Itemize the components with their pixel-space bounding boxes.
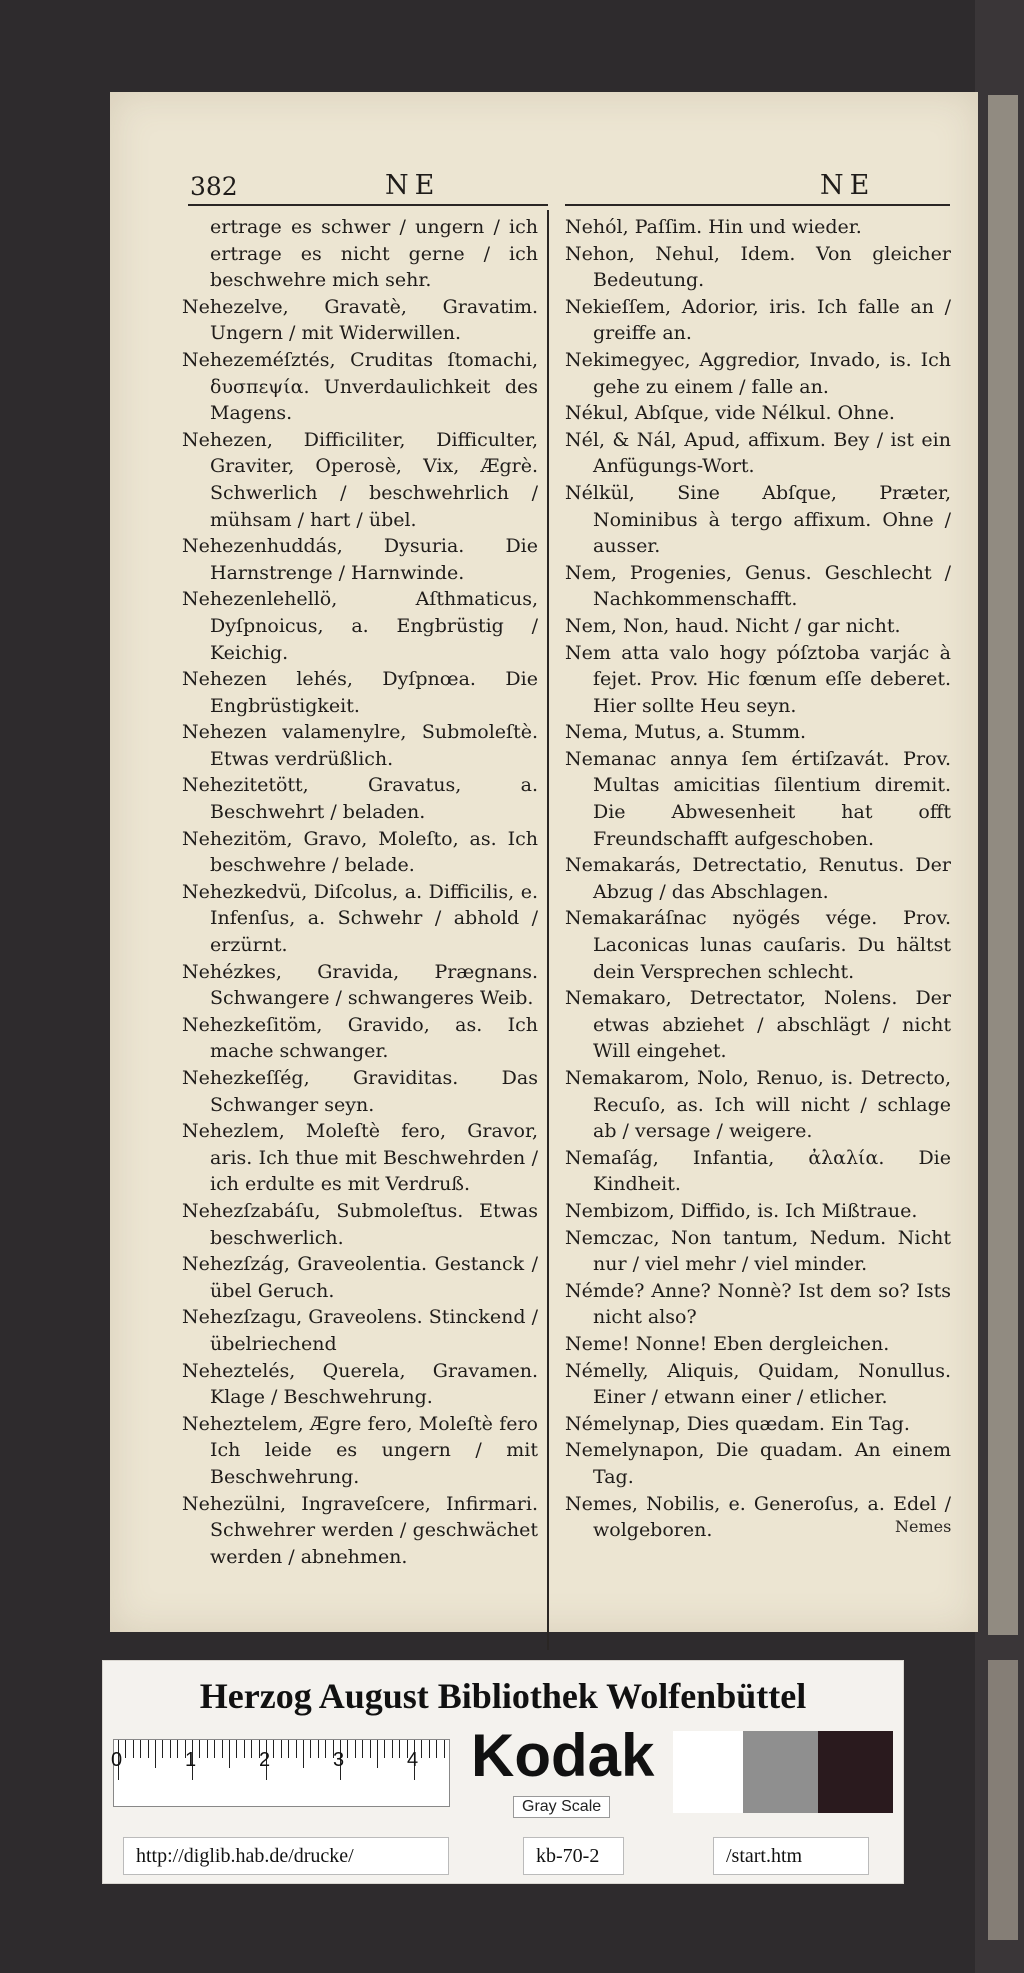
scale-tick — [251, 1740, 252, 1758]
gray-patch-mid — [743, 1731, 818, 1813]
scale-tick — [273, 1740, 274, 1758]
dictionary-entry: Nem atta valo hogy póſztoba varjác à fejet. Prov. Hic fœnum eſſe deberet. Hier sollte Heu seyn. — [565, 641, 951, 717]
dictionary-entry: Nemakarom, Nolo, Renuo, is. Detrecto, Recuſo, as. Ich will nicht / schlage ab / versage / weigere. — [565, 1067, 951, 1143]
dictionary-entry: Neheztelem, Ægre fero, Moleſtè fero Ich leide es ungern / mit Beschwehrung. — [182, 1412, 538, 1488]
dictionary-entry: Nehezkedvü, Diſcolus, a. Difficilis, e. Infenſus, a. Schwehr / abhold / erzürnt. — [182, 880, 538, 957]
left-column — [182, 214, 538, 1570]
dictionary-entry: Nehól, Paſſim. Hin und wieder. — [565, 216, 862, 238]
scale-number: 0 — [111, 1749, 123, 1771]
dictionary-entry: Nemes, Nobilis, e. Generoſus, a. Edel / wolgeboren. — [565, 1492, 951, 1542]
book-page — [110, 92, 978, 1632]
next-page-edge-lower — [988, 1660, 1018, 1940]
dictionary-entry: Nehezelve, Gravatè, Gravatim. Ungern / mit Widerwillen. — [182, 295, 538, 345]
scale-tick — [281, 1740, 282, 1758]
dictionary-entry: Nemakarás, Detrectatio, Renutus. Der Abzug / das Abschlagen. — [565, 854, 951, 903]
dictionary-entry: Nemanac annya ſem értiſzavát. Prov. Multas amicitias ſilentium diremit. Die Abwesenheit hat offt Freundschafft aufgeschoben. — [565, 747, 951, 850]
dictionary-entry: Nehezenhuddás, Dysuria. Die Harnstrenge / Harnwinde. — [182, 535, 538, 584]
scale-tick — [207, 1740, 208, 1758]
scale-tick — [310, 1740, 311, 1758]
scale-tick — [222, 1740, 223, 1758]
scale-tick — [162, 1740, 163, 1758]
dictionary-entry: Nehezen lehés, Dyſpnœa. Die Engbrüstigkeit. — [182, 668, 538, 717]
header-rule-left — [188, 204, 548, 206]
dictionary-entry: Nehezkeſſég, Graviditas. Das Schwanger seyn. — [182, 1067, 538, 1116]
dictionary-entry: Nehezitetött, Gravatus, a. Beschwehrt / beladen. — [182, 774, 538, 824]
scale-tick — [236, 1740, 237, 1758]
dictionary-entry: Nehezitöm, Gravo, Moleſto, as. Ich beschwehre / belade. — [182, 827, 538, 877]
dictionary-entry: Nélkül, Sine Abſque, Præter, Nominibus à tergo affixum. Ohne / ausser. — [565, 481, 951, 558]
dictionary-entry: ertrage es schwer / ungern / ich ertrage es nicht gerne / ich beschwehre mich sehr. — [210, 216, 538, 292]
scale-tick — [318, 1740, 319, 1758]
dictionary-entry: Neheztelés, Querela, Gravamen. Klage / Beschwehrung. — [182, 1359, 538, 1409]
url-left: http://diglib.hab.de/drucke/ — [123, 1837, 449, 1875]
dictionary-entry: Nem, Progenies, Genus. Geschlecht / Nachkommenschafft. — [565, 561, 951, 611]
dictionary-entry: Némde? Anne? Nonnè? Ist dem so? Ists nicht also? — [565, 1279, 951, 1329]
dictionary-entry: Némelynap, Dies quædam. Ein Tag. — [565, 1412, 910, 1435]
scale-tick — [370, 1740, 371, 1758]
url-mid: kb-70-2 — [523, 1837, 624, 1875]
scale-number: 3 — [333, 1749, 345, 1771]
dictionary-entry: Nehezſzabáſu, Submoleſtus. Etwas beschwerlich. — [182, 1199, 538, 1249]
scale-tick — [421, 1740, 422, 1758]
page-number: 382 — [190, 172, 238, 201]
dictionary-entry: Nékul, Abſque, vide Nélkul. Ohne. — [565, 402, 895, 425]
scale-tick — [229, 1740, 230, 1768]
scale-tick — [199, 1740, 200, 1758]
dictionary-entry: Nemczac, Non tantum, Nedum. Nicht nur / viel mehr / viel minder. — [565, 1226, 951, 1276]
scale-tick — [177, 1740, 178, 1758]
scale-tick — [170, 1740, 171, 1758]
dictionary-entry: Nél, & Nál, Apud, affixum. Bey / ist ein Anfügungs-Wort. — [565, 428, 951, 478]
scale-tick — [140, 1740, 141, 1758]
dictionary-entry: Nemakaráſnac nyögés vége. Prov. Laconicas lunas cauſaris. Du hältst dein Versprechen schlecht. — [565, 907, 951, 983]
color-checker-card — [102, 1660, 904, 1884]
dictionary-entry: Nehezſzagu, Graveolens. Stinckend / übelriechend — [182, 1306, 538, 1355]
scale-tick — [347, 1740, 348, 1758]
dictionary-entry: Nehezülni, Ingraveſcere, Infirmari. Schwehrer werden / geschwächet werden / abnehmen. — [182, 1492, 538, 1568]
scale-tick — [429, 1740, 430, 1758]
scale-tick — [148, 1740, 149, 1758]
next-page-edge — [988, 95, 1018, 1635]
dictionary-entry: Nembizom, Diffido, is. Ich Mißtraue. — [565, 1199, 918, 1222]
dictionary-entry: Nehezſzág, Graveolentia. Gestanck / übel Geruch. — [182, 1253, 538, 1302]
scale-tick — [355, 1740, 356, 1758]
gray-patch-white — [673, 1731, 743, 1813]
dictionary-entry: Nehon, Nehul, Idem. Von gleicher Bedeutung. — [565, 242, 951, 292]
dictionary-entry: Nekimegyec, Aggredior, Invado, is. Ich gehe zu einem / falle an. — [565, 348, 951, 398]
scale-tick — [244, 1740, 245, 1758]
right-column — [565, 214, 951, 1544]
kodak-logo: Kodak — [471, 1722, 655, 1789]
gray-patch-black — [818, 1731, 893, 1813]
scale-tick — [377, 1740, 378, 1768]
scale-tick — [303, 1740, 304, 1768]
dictionary-entry: Nemelynapon, Die quadam. An einem Tag. — [565, 1439, 951, 1488]
dictionary-entry: Nem, Non, haud. Nicht / gar nicht. — [565, 614, 901, 637]
dictionary-entry: Nemaſág, Infantia, ἀλαλία. Die Kindheit. — [565, 1146, 951, 1196]
dictionary-entry: Nehezenlehellö, Aſthmaticus, Dyſpnoicus, a. Engbrüstig / Keichig. — [182, 588, 538, 664]
scale-tick — [444, 1740, 445, 1758]
column-divider — [547, 210, 549, 1650]
scale-tick — [296, 1740, 297, 1758]
scale-tick — [362, 1740, 363, 1758]
gray-scale-label: Gray Scale — [513, 1796, 610, 1818]
url-right: /start.htm — [713, 1837, 869, 1875]
scale-tick — [214, 1740, 215, 1758]
cm-scale — [113, 1739, 450, 1807]
dictionary-entry: Nehezen valamenylre, Submoleſtè. Etwas verdrüßlich. — [182, 721, 538, 770]
scale-number: 4 — [407, 1749, 419, 1771]
scale-tick — [125, 1740, 126, 1758]
dictionary-entry: Nekieſſem, Adorior, iris. Ich falle an / greiffe an. — [565, 295, 951, 345]
header-rule-right — [565, 204, 950, 206]
dictionary-entry: Némelly, Aliquis, Quidam, Nonullus. Einer / etwann einer / etlicher. — [565, 1359, 951, 1409]
scale-tick — [155, 1740, 156, 1768]
scale-tick — [436, 1740, 437, 1758]
dictionary-entry: Nehezlem, Moleſtè fero, Gravor, aris. Ich thue mit Beschwehrden / ich erdulte es mit Verdruß. — [182, 1120, 538, 1196]
dictionary-entry: Nehezeméſztés, Cruditas ſtomachi, δυσπεψία. Unverdaulichkeit des Magens. — [182, 348, 538, 425]
page-header — [190, 172, 950, 208]
scale-tick — [392, 1740, 393, 1758]
running-head-right: NE — [820, 170, 876, 201]
dictionary-entry: Nema, Mutus, a. Stumm. — [565, 721, 807, 744]
dictionary-entry: Nemakaro, Detrectator, Nolens. Der etwas abziehet / abschlägt / nicht Will eingehet. — [565, 987, 951, 1063]
scale-tick — [384, 1740, 385, 1758]
scale-tick — [399, 1740, 400, 1758]
scale-tick — [325, 1740, 326, 1758]
catchword: Nemes — [895, 1517, 952, 1536]
scale-number: 1 — [185, 1749, 197, 1771]
dictionary-entry: Nehezkeſitöm, Gravido, as. Ich mache schwanger. — [182, 1013, 538, 1063]
dictionary-entry: Nehézkes, Gravida, Prægnans. Schwangere / schwangeres Weib. — [182, 960, 538, 1010]
running-head-left: NE — [385, 170, 441, 201]
scale-number: 2 — [259, 1749, 271, 1771]
scale-tick — [133, 1740, 134, 1758]
library-title: Herzog August Bibliothek Wolfenbüttel — [199, 1676, 807, 1716]
scale-tick — [288, 1740, 289, 1758]
dictionary-entry: Neme! Nonne! Eben dergleichen. — [565, 1332, 890, 1355]
dictionary-entry: Nehezen, Difficiliter, Difficulter, Graviter, Operosè, Vix, Ægrè. Schwerlich / beschwehrlich / mühsam / hart / übel. — [182, 428, 538, 531]
